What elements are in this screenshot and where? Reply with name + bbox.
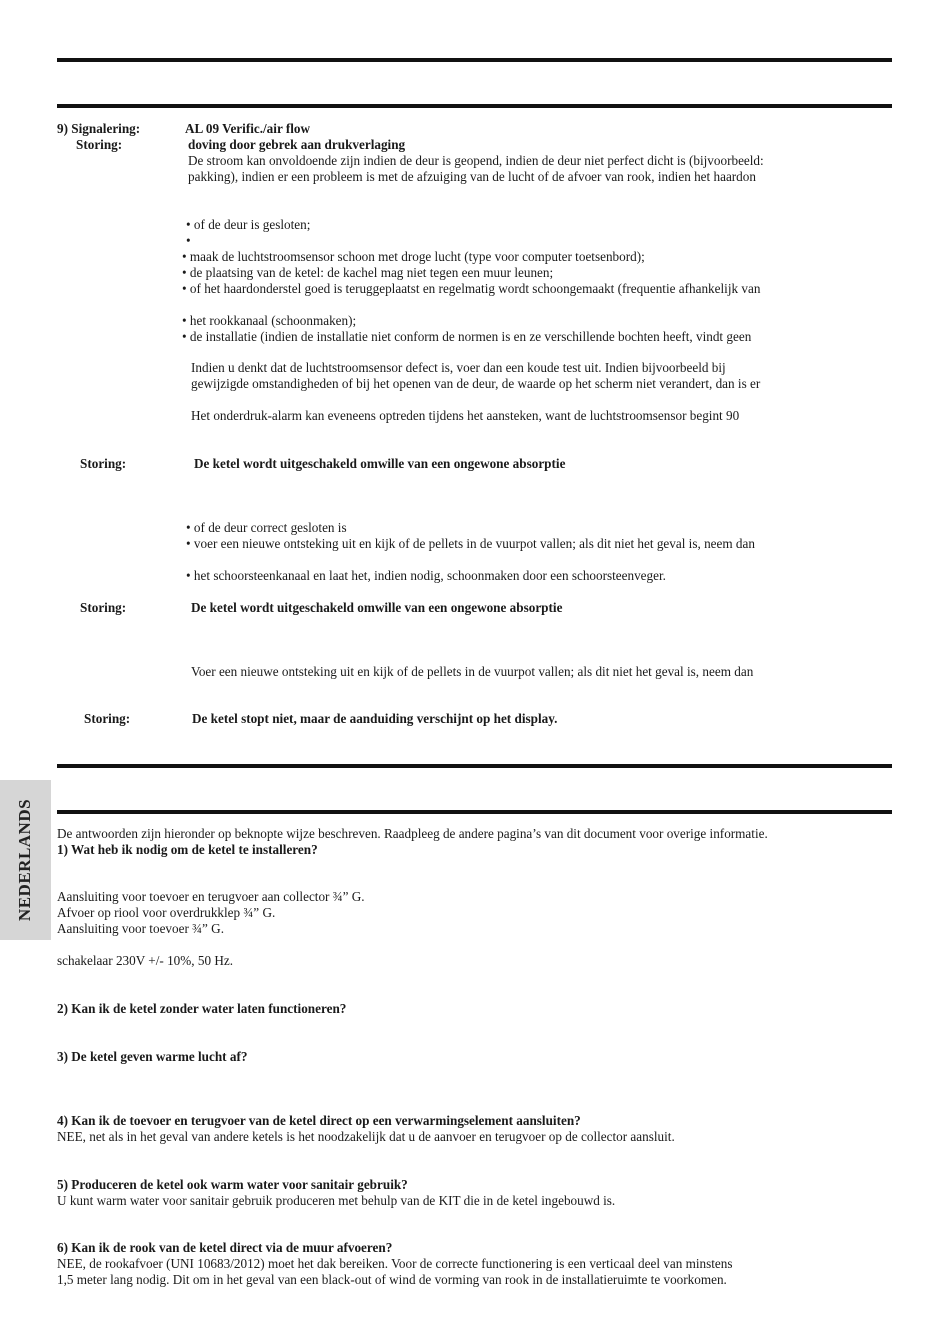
top-rule-2 <box>57 104 892 108</box>
paragraph-line: De stroom kan onvoldoende zijn indien de deur is geopend, indien de deur niet perfect dicht is (bijvoorbeeld: <box>188 153 764 168</box>
storing-text-1: doving door gebrek aan drukverlaging <box>188 137 406 152</box>
signal-value: AL 09 Verific./air flow <box>185 121 311 136</box>
storing-text-3: De ketel wordt uitgeschakeld omwille van een ongewone absorptie <box>191 600 563 615</box>
faq-question-5: 5) Produceren de ketel ook warm water voor sanitair gebruik? <box>57 1177 408 1192</box>
storing-text-4: De ketel stopt niet, maar de aanduiding verschijnt op het display. <box>192 711 558 726</box>
check-item: • het schoorsteenkanaal en laat het, indien nodig, schoonmaken door een schoorsteenveger. <box>186 568 666 583</box>
check-item: • of de deur is gesloten; <box>186 217 311 232</box>
storing-label-1: Storing: <box>76 137 123 152</box>
faq-answer-5: U kunt warm water voor sanitair gebruik produceren met behulp van de KIT die in de ketel ingebouwd is. <box>57 1193 616 1208</box>
faq-question-4: 4) Kan ik de toevoer en terugvoer van de ketel direct op een verwarmingselement aansluiten? <box>57 1113 581 1128</box>
faq-answer-line: 1,5 meter lang nodig. Dit om in het geval van een black-out of wind de vorming van rook in de installatieruimte te voorkomen. <box>57 1272 727 1287</box>
paragraph-line: pakking), indien er een probleem is met de afzuiging van de lucht of de afvoer van rook, indien het haardon <box>188 169 756 184</box>
faq-answer-line: Aansluiting voor toevoer en terugvoer aan collector ¾” G. <box>57 889 365 904</box>
paragraph-line: Voer een nieuwe ontsteking uit en kijk of de pellets in de vuurpot vallen; als dit niet het geval is, neem dan <box>191 664 754 679</box>
check-item: • <box>186 233 191 248</box>
faq-answer-line: NEE, de rookafvoer (UNI 10683/2012) moet het dak bereiken. Voor de correcte functionering is een verticaal deel van minstens <box>57 1256 733 1271</box>
language-side-tab-label: NEDERLANDS <box>15 798 34 922</box>
faq-question-6: 6) Kan ik de rook van de ketel direct via de muur afvoeren? <box>57 1240 393 1255</box>
check-item: • of het haardonderstel goed is teruggeplaatst en regelmatig wordt schoongemaakt (frequentie afhankelijk van <box>182 281 761 296</box>
faq-answer-line: Afvoer op riool voor overdrukklep ¾” G. <box>57 905 276 920</box>
faq-answer-line: Aansluiting voor toevoer ¾” G. <box>57 921 225 936</box>
faq-question-3: 3) De ketel geven warme lucht af? <box>57 1049 248 1064</box>
faq-intro: De antwoorden zijn hieronder op beknopte wijze beschreven. Raadpleeg de andere pagina’s van dit document voor overige informatie. <box>57 826 768 841</box>
paragraph-line: Indien u denkt dat de luchtstroomsensor defect is, voer dan een koude test uit. Indien bijvoorbeeld bij <box>191 360 726 375</box>
faq-answer-4: NEE, net als in het geval van andere ketels is het noodzakelijk dat u de aanvoer en terugvoer op de collector aansluit. <box>57 1129 675 1144</box>
faq-answer-line: schakelaar 230V +/- 10%, 50 Hz. <box>57 953 234 968</box>
check-item: • het rookkanaal (schoonmaken); <box>182 313 357 328</box>
mid-rule-1 <box>57 764 892 768</box>
check-item: • de installatie (indien de installatie niet conform de normen is en ze verschillende bochten heeft, vindt geen <box>182 329 752 344</box>
check-item: • voer een nieuwe ontsteking uit en kijk of de pellets in de vuurpot vallen; als dit niet het geval is, neem dan <box>186 536 755 551</box>
check-item: • de plaatsing van de ketel: de kachel mag niet tegen een muur leunen; <box>182 265 554 280</box>
storing-label-3: Storing: <box>80 600 127 615</box>
storing-text-2: De ketel wordt uitgeschakeld omwille van een ongewone absorptie <box>194 456 566 471</box>
top-rule-1 <box>57 58 892 62</box>
faq-question-2: 2) Kan ik de ketel zonder water laten functioneren? <box>57 1001 347 1016</box>
paragraph-line: Het onderdruk-alarm kan eveneens optreden tijdens het aansteken, want de luchtstroomsensor begint 90 <box>191 408 740 423</box>
storing-label-4: Storing: <box>84 711 131 726</box>
faq-question-1: 1) Wat heb ik nodig om de ketel te installeren? <box>57 842 318 857</box>
signal-label: 9) Signalering: <box>57 121 141 136</box>
storing-label-2: Storing: <box>80 456 127 471</box>
mid-rule-2 <box>57 810 892 814</box>
paragraph-line: gewijzigde omstandigheden of bij het openen van de deur, de waarde op het scherm niet verandert, dan is er <box>191 376 761 391</box>
check-item: • of de deur correct gesloten is <box>186 520 347 535</box>
check-item: • maak de luchtstroomsensor schoon met droge lucht (type voor computer toetsenbord); <box>182 249 645 264</box>
